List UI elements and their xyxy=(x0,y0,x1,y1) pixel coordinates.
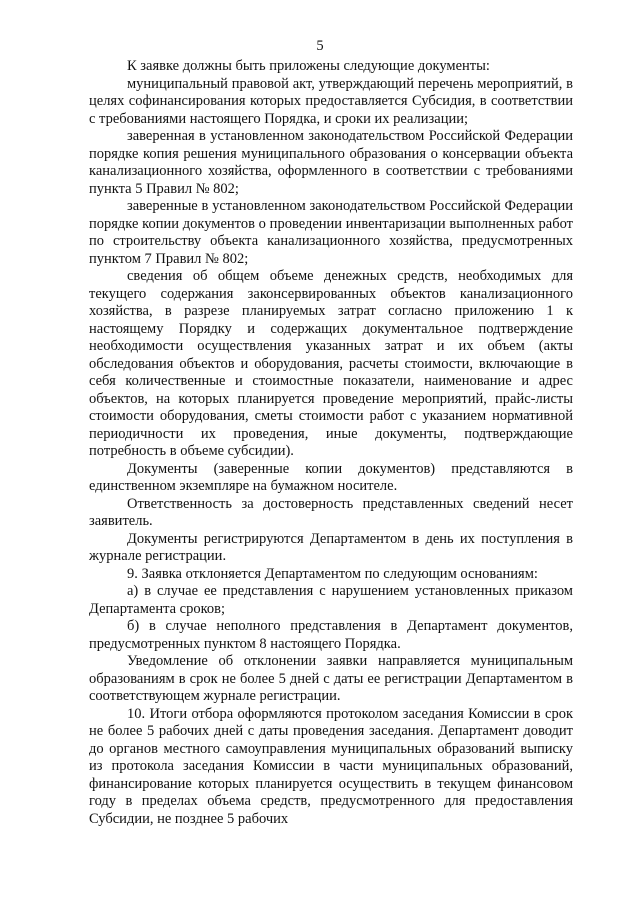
paragraph-rejection-notice: Уведомление об отклонении заявки направляется муниципальным образованиям в срок не более 5 дней с даты ее регистрации Департаментом в соответствующем журнале регистрации. xyxy=(89,653,573,704)
paragraph-document-format: Документы (заверенные копии документов) представляются в единственном экземпляре на бумажном носителе. xyxy=(89,460,573,494)
paragraph-rejection-grounds: 9. Заявка отклоняется Департаментом по следующим основаниям: xyxy=(127,565,538,582)
paragraph-rejection-b: б) в случае неполного представления в Департамент документов, предусмотренных пунктом 8 настоящего Порядка. xyxy=(89,618,573,652)
paragraph-registration: Документы регистрируются Департаментом в день их поступления в журнале регистрации. xyxy=(89,530,573,564)
paragraph-municipal-act: муниципальный правовой акт, утверждающий перечень мероприятий, в целях софинансирования которых предоставляется Субсидия, в соответствии с требованиями настоящего Порядка, и сроки их реализации; xyxy=(89,75,573,127)
paragraph-conservation-decision: заверенная в установленном законодательством Российской Федерации порядке копия решения муниципального образования о консервации объекта канализационного хозяйства, оформленного в соответствии с требованиями пункта 5 Правил № 802; xyxy=(89,128,573,197)
paragraph-inventory-documents: заверенные в установленном законодательством Российской Федерации порядке копии документов о проведении инвентаризации выполненных работ по строительству объекта канализационного хозяйства, предусмотренных пунктом 7 Правил № 802; xyxy=(89,198,573,267)
paragraph-documents-intro: К заявке должны быть приложены следующие документы: xyxy=(127,58,490,74)
page-number: 5 xyxy=(316,38,324,54)
document-body xyxy=(89,58,573,828)
paragraph-funding-information: сведения об общем объеме денежных средств, необходимых для текущего содержания законсервированных объектов канализационного хозяйства, в разрезе планируемых затрат согласно приложению 1 к настоящему Порядку и содержащих документальное подтверждение необходимости осуществления указанных затрат и их объем (акты обследования объектов и оборудования, расчеты стоимости, включающие в себя количественные и стоимостные показатели, наименование и адрес объектов, на которых планируется проведение мероприятий, прайс-листы стоимости оборудования, сметы стоимости работ с указанием нормативной периодичности их проведения, иные документы, подтверждающие потребность в объеме субсидии). xyxy=(89,268,573,459)
paragraph-selection-results: 10. Итоги отбора оформляются протоколом заседания Комиссии в срок не более 5 рабочих дней с даты проведения заседания. Департамент доводит до органов местного самоуправления муниципальных образований выписку из протокола заседания Комиссии в части муниципальных образований, финансирование которых планируется осуществить в текущем финансовом году в пределах объема средств, предусмотренного для предоставления Субсидии, не позднее 5 рабочих xyxy=(89,705,573,827)
paragraph-responsibility: Ответственность за достоверность представленных сведений несет заявитель. xyxy=(89,495,573,529)
paragraph-rejection-a: а) в случае ее представления с нарушением установленных приказом Департамента сроков; xyxy=(89,583,573,617)
